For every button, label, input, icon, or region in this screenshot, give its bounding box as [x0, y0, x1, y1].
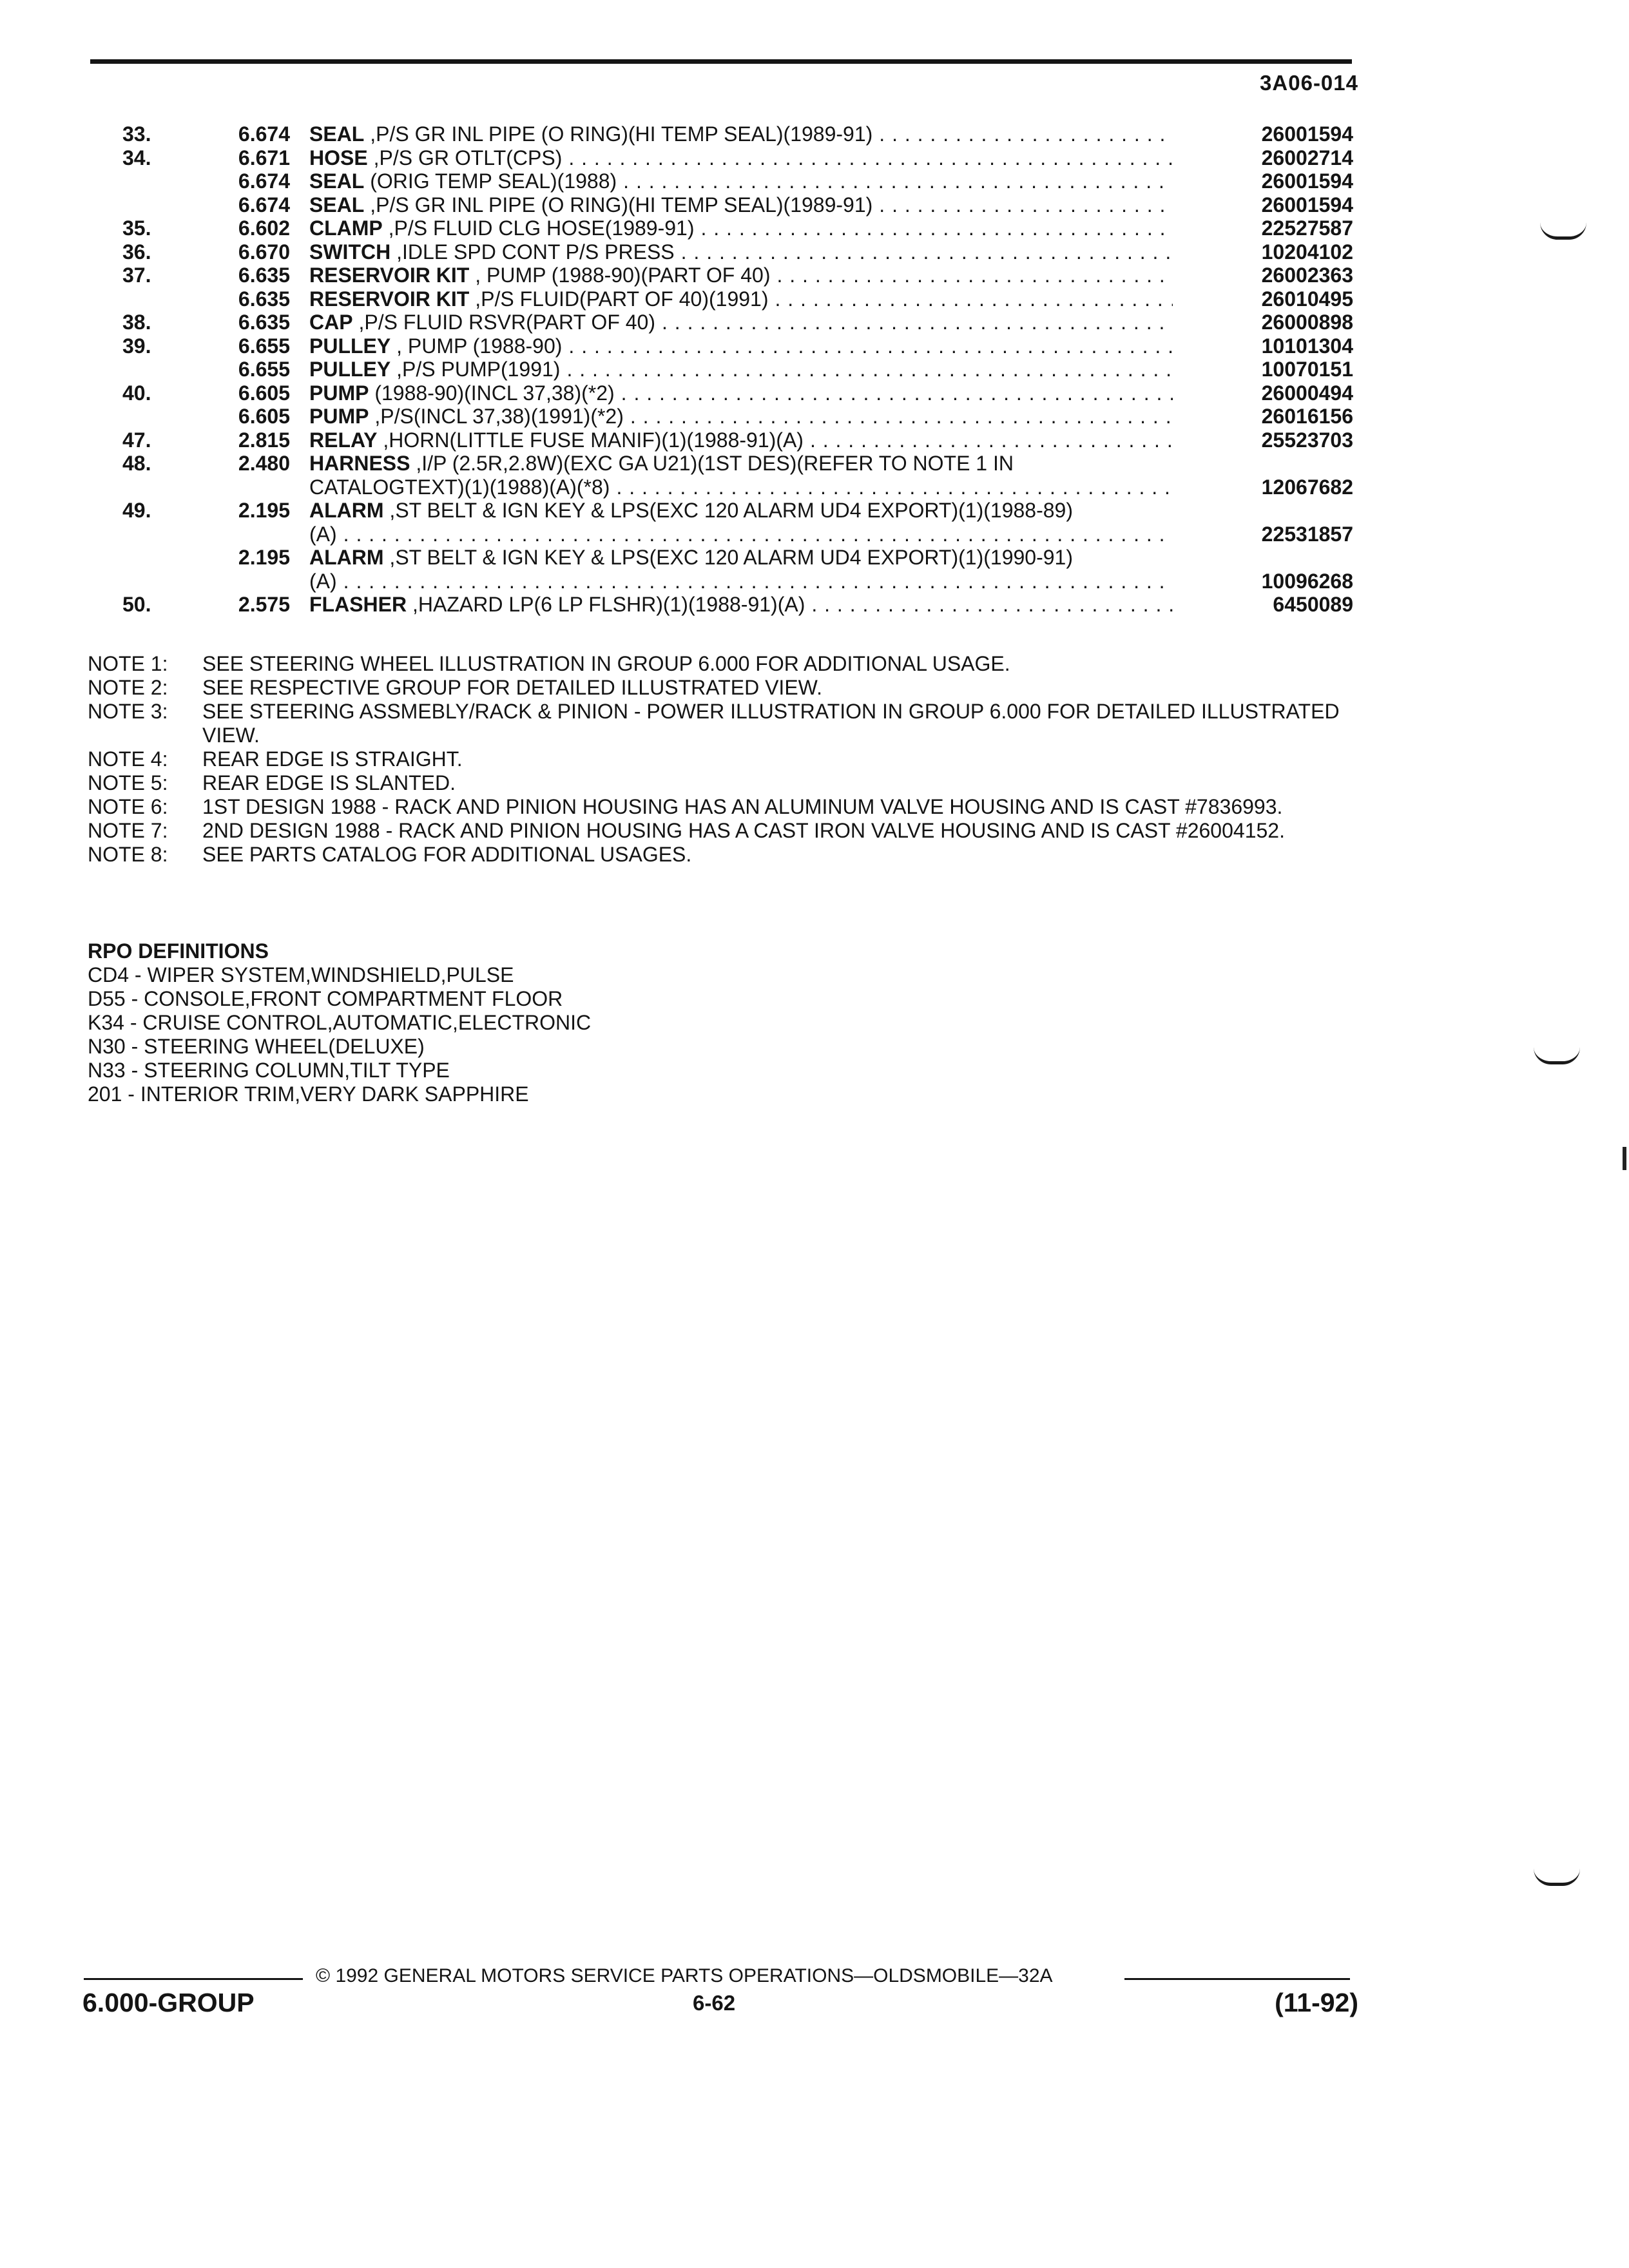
note-text: SEE PARTS CATALOG FOR ADDITIONAL USAGES.	[202, 843, 692, 866]
notes-section	[88, 652, 1364, 867]
note-label: NOTE 3:	[88, 700, 168, 723]
dot-leader	[700, 216, 1173, 240]
part-detail: ,HAZARD LP(6 LP FLSHR)(1)(1988-91)(A)	[407, 593, 805, 616]
note-text: SEE STEERING WHEEL ILLUSTRATION IN GROUP 6.000 FOR ADDITIONAL USAGE.	[202, 652, 1010, 675]
dot-leader	[616, 476, 1173, 499]
part-row	[122, 476, 1353, 499]
part-number: 10070151	[1261, 358, 1353, 381]
part-row	[122, 264, 1353, 287]
part-name: FLASHER	[309, 593, 407, 616]
dot-leader	[681, 240, 1173, 264]
group-number: 6.655	[238, 334, 290, 358]
dot-leader	[879, 122, 1173, 146]
part-description	[309, 334, 1173, 358]
part-number: 26000494	[1261, 381, 1353, 405]
item-number: 38.	[122, 311, 151, 334]
part-description	[309, 452, 1173, 475]
dot-leader	[810, 428, 1173, 452]
footer-rule-left	[84, 1978, 303, 1980]
part-description	[309, 216, 1173, 240]
part-description	[309, 381, 1173, 405]
item-number: 37.	[122, 264, 151, 287]
part-description	[309, 122, 1173, 146]
item-number: 33.	[122, 122, 151, 146]
rpo-item: N33 - STEERING COLUMN,TILT TYPE	[88, 1059, 450, 1082]
part-number: 26016156	[1261, 405, 1353, 428]
part-row	[122, 287, 1353, 311]
part-detail: ,ST BELT & IGN KEY & LPS(EXC 120 ALARM UD4 EXPORT)(1)(1990-91)	[383, 546, 1073, 569]
note-label: NOTE 2:	[88, 676, 168, 699]
group-number: 6.635	[238, 264, 290, 287]
note-item	[88, 795, 1364, 819]
scan-mark	[1540, 222, 1586, 240]
group-number: 2.575	[238, 593, 290, 616]
item-number: 36.	[122, 240, 151, 264]
group-number: 6.655	[238, 358, 290, 381]
dot-leader	[568, 334, 1173, 358]
note-text: 2ND DESIGN 1988 - RACK AND PINION HOUSING HAS A CAST IRON VALVE HOUSING AND IS CAST #26004152.	[202, 819, 1285, 842]
group-number: 6.605	[238, 381, 290, 405]
part-name: SWITCH	[309, 240, 391, 264]
part-detail: , PUMP (1988-90)(PART OF 40)	[469, 264, 771, 287]
part-name: SEAL	[309, 169, 365, 193]
group-number: 6.674	[238, 193, 290, 216]
dot-leader	[776, 264, 1173, 287]
note-label: NOTE 4:	[88, 747, 168, 771]
part-row	[122, 570, 1353, 593]
part-detail: (A)	[309, 569, 337, 593]
part-number: 22531857	[1261, 522, 1353, 546]
part-name: RELAY	[309, 428, 378, 452]
part-row	[122, 169, 1353, 193]
dot-leader	[566, 358, 1173, 381]
footer-date: (11-92)	[1275, 1988, 1358, 2017]
part-detail: ,I/P (2.5R,2.8W)(EXC GA U21)(1ST DES)(REFER TO NOTE 1 IN	[410, 452, 1014, 475]
note-item	[88, 843, 1364, 867]
note-text: REAR EDGE IS SLANTED.	[202, 771, 456, 794]
part-description	[309, 287, 1173, 311]
part-description	[309, 570, 1173, 593]
part-number: 26001594	[1261, 169, 1353, 193]
part-row	[122, 193, 1353, 217]
footer-copyright: © 1992 GENERAL MOTORS SERVICE PARTS OPERATIONS—OLDSMOBILE—32A	[316, 1965, 1053, 1986]
dot-leader	[568, 146, 1173, 169]
note-item	[88, 700, 1364, 747]
item-number: 47.	[122, 428, 151, 452]
dot-leader	[662, 311, 1173, 334]
part-description	[309, 499, 1173, 522]
dot-leader	[623, 169, 1173, 193]
part-row	[122, 452, 1353, 476]
document-code: 3A06-014	[1260, 71, 1358, 95]
part-description	[309, 523, 1173, 546]
note-text: SEE RESPECTIVE GROUP FOR DETAILED ILLUSTRATED VIEW.	[202, 676, 822, 699]
item-number: 48.	[122, 452, 151, 475]
part-description	[309, 169, 1173, 193]
footer-group: 6.000-GROUP	[82, 1988, 255, 2017]
part-number: 26001594	[1261, 122, 1353, 146]
part-number: 25523703	[1261, 428, 1353, 452]
part-detail: (1988-90)(INCL 37,38)(*2)	[369, 381, 615, 405]
note-item	[88, 771, 1364, 795]
part-description	[309, 476, 1173, 499]
part-detail: ,HORN(LITTLE FUSE MANIF)(1)(1988-91)(A)	[377, 428, 804, 452]
part-number: 22527587	[1261, 216, 1353, 240]
part-number: 6450089	[1273, 593, 1353, 616]
part-detail: ,P/S(INCL 37,38)(1991)(*2)	[369, 405, 624, 428]
part-name: PUMP	[309, 381, 369, 405]
part-detail: ,P/S FLUID CLG HOSE(1989-91)	[382, 216, 695, 240]
part-description	[309, 146, 1173, 169]
dot-leader	[621, 381, 1173, 405]
part-name: HOSE	[309, 146, 368, 169]
note-label: NOTE 7:	[88, 819, 168, 842]
rpo-definitions	[88, 939, 861, 1106]
dot-leader	[879, 193, 1173, 216]
part-row	[122, 428, 1353, 452]
rpo-list	[88, 963, 861, 1106]
scan-mark	[1534, 1869, 1580, 1886]
part-detail: ,ST BELT & IGN KEY & LPS(EXC 120 ALARM UD4 EXPORT)(1)(1988-89)	[383, 499, 1073, 522]
part-detail: (ORIG TEMP SEAL)(1988)	[364, 169, 617, 193]
part-row	[122, 146, 1353, 170]
part-row	[122, 523, 1353, 546]
part-name: SEAL	[309, 122, 365, 146]
footer-rule-right	[1124, 1978, 1350, 1980]
part-number: 26001594	[1261, 193, 1353, 216]
group-number: 6.670	[238, 240, 290, 264]
part-name: PUMP	[309, 405, 369, 428]
note-label: NOTE 6:	[88, 795, 168, 818]
rpo-item: CD4 - WIPER SYSTEM,WINDSHIELD,PULSE	[88, 963, 514, 986]
part-name: ALARM	[309, 546, 384, 569]
part-row	[122, 381, 1353, 405]
part-name: ALARM	[309, 499, 384, 522]
item-number: 34.	[122, 146, 151, 169]
note-item	[88, 819, 1364, 843]
part-detail: ,IDLE SPD CONT P/S PRESS	[390, 240, 675, 264]
group-number: 2.195	[238, 546, 290, 569]
note-text: SEE STEERING ASSMEBLY/RACK & PINION - POWER ILLUSTRATION IN GROUP 6.000 FOR DETAILED ILLUSTRATED VIEW.	[202, 700, 1340, 747]
part-description	[309, 405, 1173, 428]
group-number: 6.674	[238, 169, 290, 193]
part-description	[309, 240, 1173, 264]
part-detail: ,P/S GR INL PIPE (O RING)(HI TEMP SEAL)(1989-91)	[364, 193, 873, 216]
group-number: 6.635	[238, 311, 290, 334]
rpo-item: 201 - INTERIOR TRIM,VERY DARK SAPPHIRE	[88, 1082, 529, 1106]
part-number: 10204102	[1261, 240, 1353, 264]
part-name: RESERVOIR KIT	[309, 264, 470, 287]
group-number: 6.635	[238, 287, 290, 311]
part-detail: ,P/S FLUID RSVR(PART OF 40)	[352, 311, 655, 334]
part-detail: ,P/S GR INL PIPE (O RING)(HI TEMP SEAL)(1989-91)	[364, 122, 873, 146]
group-number: 2.815	[238, 428, 290, 452]
item-number: 50.	[122, 593, 151, 616]
group-number: 6.671	[238, 146, 290, 169]
item-number: 35.	[122, 216, 151, 240]
group-number: 2.195	[238, 499, 290, 522]
part-number: 26002714	[1261, 146, 1353, 169]
part-row	[122, 240, 1353, 264]
item-number: 40.	[122, 381, 151, 405]
scan-mark	[1534, 1047, 1580, 1064]
part-row	[122, 334, 1353, 358]
part-description	[309, 311, 1173, 334]
dot-leader	[811, 593, 1173, 616]
group-number: 2.480	[238, 452, 290, 475]
item-number: 49.	[122, 499, 151, 522]
part-detail: ,P/S PUMP(1991)	[390, 358, 561, 381]
part-row	[122, 499, 1353, 523]
part-description	[309, 264, 1173, 287]
part-name: PULLEY	[309, 358, 391, 381]
part-name: CAP	[309, 311, 353, 334]
part-number: 26000898	[1261, 311, 1353, 334]
part-number: 10101304	[1261, 334, 1353, 358]
part-description	[309, 546, 1173, 569]
part-row	[122, 122, 1353, 146]
part-description	[309, 428, 1173, 452]
part-detail: ,P/S GR OTLT(CPS)	[367, 146, 563, 169]
scan-edge-mark	[1623, 1147, 1626, 1170]
item-number: 39.	[122, 334, 151, 358]
note-item	[88, 652, 1364, 676]
part-name: PULLEY	[309, 334, 391, 358]
part-number: 10096268	[1261, 569, 1353, 593]
dot-leader	[343, 523, 1173, 546]
part-number: 26002363	[1261, 264, 1353, 287]
part-description	[309, 358, 1173, 381]
part-name: RESERVOIR KIT	[309, 287, 470, 311]
dot-leader	[775, 287, 1173, 311]
part-row	[122, 311, 1353, 334]
part-number: 12067682	[1261, 475, 1353, 499]
dot-leader	[343, 570, 1173, 593]
part-name: CLAMP	[309, 216, 383, 240]
note-text: REAR EDGE IS STRAIGHT.	[202, 747, 463, 771]
group-number: 6.605	[238, 405, 290, 428]
group-number: 6.674	[238, 122, 290, 146]
part-number: 26010495	[1261, 287, 1353, 311]
footer-page-number: 6-62	[693, 1991, 736, 2015]
part-row	[122, 358, 1353, 381]
rpo-item: K34 - CRUISE CONTROL,AUTOMATIC,ELECTRONIC	[88, 1011, 592, 1034]
part-detail: (A)	[309, 522, 337, 546]
part-row	[122, 546, 1353, 570]
part-row	[122, 216, 1353, 240]
top-rule	[90, 59, 1352, 64]
parts-list	[122, 122, 1353, 617]
note-item	[88, 747, 1364, 771]
part-detail: CATALOGTEXT)(1)(1988)(A)(*8)	[309, 475, 610, 499]
part-description	[309, 593, 1173, 616]
dot-leader	[630, 405, 1173, 428]
note-label: NOTE 5:	[88, 771, 168, 794]
part-name: SEAL	[309, 193, 365, 216]
rpo-heading: RPO DEFINITIONS	[88, 939, 269, 963]
part-row	[122, 405, 1353, 428]
note-item	[88, 676, 1364, 700]
rpo-item: D55 - CONSOLE,FRONT COMPARTMENT FLOOR	[88, 987, 563, 1010]
part-row	[122, 593, 1353, 617]
note-text: 1ST DESIGN 1988 - RACK AND PINION HOUSING HAS AN ALUMINUM VALVE HOUSING AND IS CAST #7836993.	[202, 795, 1283, 818]
part-name: HARNESS	[309, 452, 410, 475]
note-label: NOTE 8:	[88, 843, 168, 866]
group-number: 6.602	[238, 216, 290, 240]
rpo-item: N30 - STEERING WHEEL(DELUXE)	[88, 1035, 425, 1058]
part-detail: ,P/S FLUID(PART OF 40)(1991)	[469, 287, 769, 311]
part-detail: , PUMP (1988-90)	[390, 334, 563, 358]
note-label: NOTE 1:	[88, 652, 168, 675]
part-description	[309, 193, 1173, 216]
